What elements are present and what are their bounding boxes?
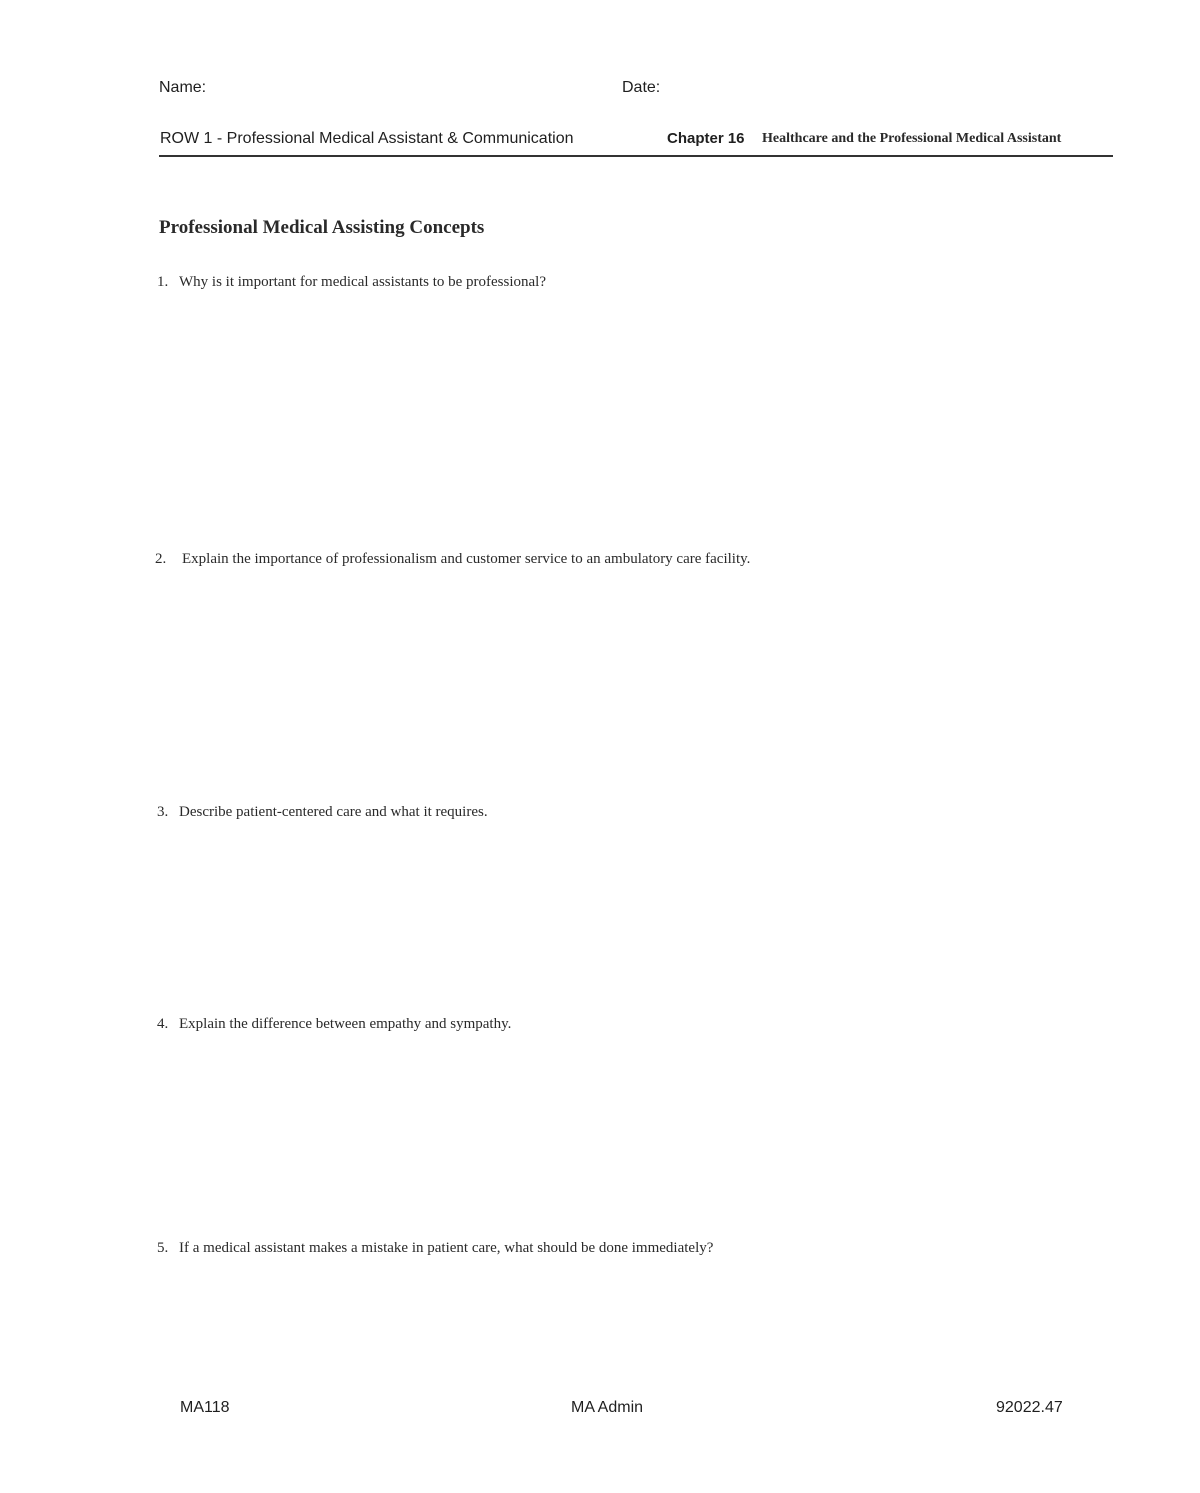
question-number: 4. [157,1016,169,1032]
question-text: Explain the importance of professionalism and customer service to an ambulatory care facility. [182,551,751,567]
header-divider [159,155,1113,157]
chapter-title: Healthcare and the Professional Medical Assistant [762,131,1062,146]
chapter-label: Chapter 16 [667,130,745,147]
question-item [155,551,750,568]
question-item [157,804,488,821]
question-number: 5. [157,1240,169,1256]
footer-course-code: MA118 [180,1399,230,1416]
section-heading: Professional Medical Assisting Concepts [159,217,485,238]
footer-course-name: MA Admin [571,1399,644,1416]
footer-document-id: 92022.47 [996,1399,1063,1416]
question-text: Explain the difference between empathy and sympathy. [179,1016,512,1032]
question-item [157,1016,511,1033]
question-text: Why is it important for medical assistants to be professional? [179,274,547,290]
question-number: 3. [157,804,169,820]
date-field-label: Date: [622,79,661,96]
question-text: Describe patient-centered care and what it requires. [179,804,488,820]
question-number: 2. [155,551,167,567]
worksheet-header [159,130,1112,152]
question-text: If a medical assistant makes a mistake in patient care, what should be done immediately? [179,1240,714,1256]
question-item [157,274,546,291]
unit-title: ROW 1 - Professional Medical Assistant & Communication [160,130,574,147]
name-field-label: Name: [159,79,207,96]
question-item [157,1240,713,1257]
question-number: 1. [157,274,169,290]
